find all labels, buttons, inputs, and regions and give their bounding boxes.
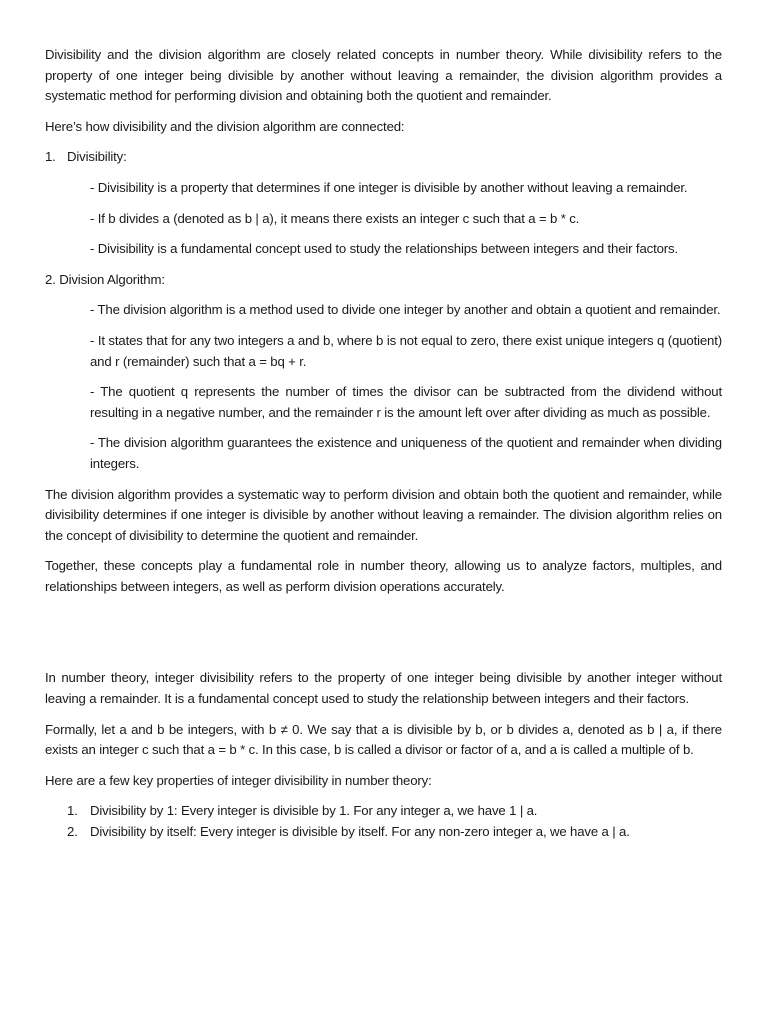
algorithm-point: - It states that for any two integers a and b, where b is not equal to zero, there exist unique integers q (quotient) and r (remainder) such that a = bq + r.: [90, 332, 722, 369]
list-item-text: Divisibility by 1: Every integer is divisible by 1. For any integer a, we have 1 | a.: [90, 803, 538, 819]
heading-label: Divisibility:: [67, 149, 127, 165]
connection-lead: Here’s how divisibility and the division algorithm are connected:: [45, 118, 405, 134]
divisibility-point: - If b divides a (denoted as b | a), it means there exists an integer c such that a = b * c.: [90, 210, 580, 226]
heading-divisibility: [45, 147, 722, 168]
properties-lead: Here are a few key properties of integer divisibility in number theory:: [45, 772, 432, 788]
section2-intro: In number theory, integer divisibility refers to the property of one integer being divisible by another integer without leaving a remainder. It is a fundamental concept used to study the relationship between integers and their factors.: [45, 670, 722, 707]
section-gap: [45, 597, 722, 668]
divisibility-point: - Divisibility is a property that determines if one integer is divisible by another without leaving a remainder.: [90, 179, 688, 195]
algorithm-point: - The quotient q represents the number of times the divisor can be subtracted from the dividend without resulting in a negative number, and the remainder r is the amount left over after dividing as much as possible.: [90, 384, 722, 420]
document-page: [45, 45, 722, 843]
list-item: [45, 822, 722, 843]
formal-definition: Formally, let a and b be integers, with b ≠ 0. We say that a is divisible by b, or b divides a, denoted as b | a, if there exists an integer c such that a = b * c. In this case, b is called a divisor or factor of a, and a is called a multiple of b.: [45, 721, 722, 758]
divisibility-point: - Divisibility is a fundamental concept used to study the relationships between integers and their factors.: [90, 241, 678, 257]
heading-division-algorithm: 2. Division Algorithm:: [45, 271, 165, 287]
list-item-number: 1.: [67, 803, 78, 819]
list-item-number: 2.: [67, 824, 78, 840]
algorithm-point: - The division algorithm guarantees the existence and uniqueness of the quotient and remainder when dividing integers.: [90, 435, 722, 471]
heading-number: 1.: [45, 149, 56, 165]
list-item: [45, 801, 722, 822]
intro-paragraph: Divisibility and the division algorithm are closely related concepts in number theory. While divisibility refers to the property of one integer being divisible by another without leaving a remainder, the division algorithm provides a systematic method for performing division and obtaining both the quotient and remainder.: [45, 47, 722, 104]
summary-paragraph: The division algorithm provides a systematic way to perform division and obtain both the quotient and remainder, while divisibility determines if one integer is divisible by another without leaving a remainder. The division algorithm relies on the concept of divisibility to determine the quotient and remainder.: [45, 486, 722, 543]
properties-list: [45, 801, 722, 842]
algorithm-point: - The division algorithm is a method used to divide one integer by another and obtain a quotient and remainder.: [90, 302, 721, 318]
conclusion-paragraph: Together, these concepts play a fundamental role in number theory, allowing us to analyze factors, multiples, and relationships between integers, as well as perform division operations accurately.: [45, 558, 722, 594]
list-item-text: Divisibility by itself: Every integer is divisible by itself. For any non-zero integer a, we have a | a.: [90, 824, 630, 840]
